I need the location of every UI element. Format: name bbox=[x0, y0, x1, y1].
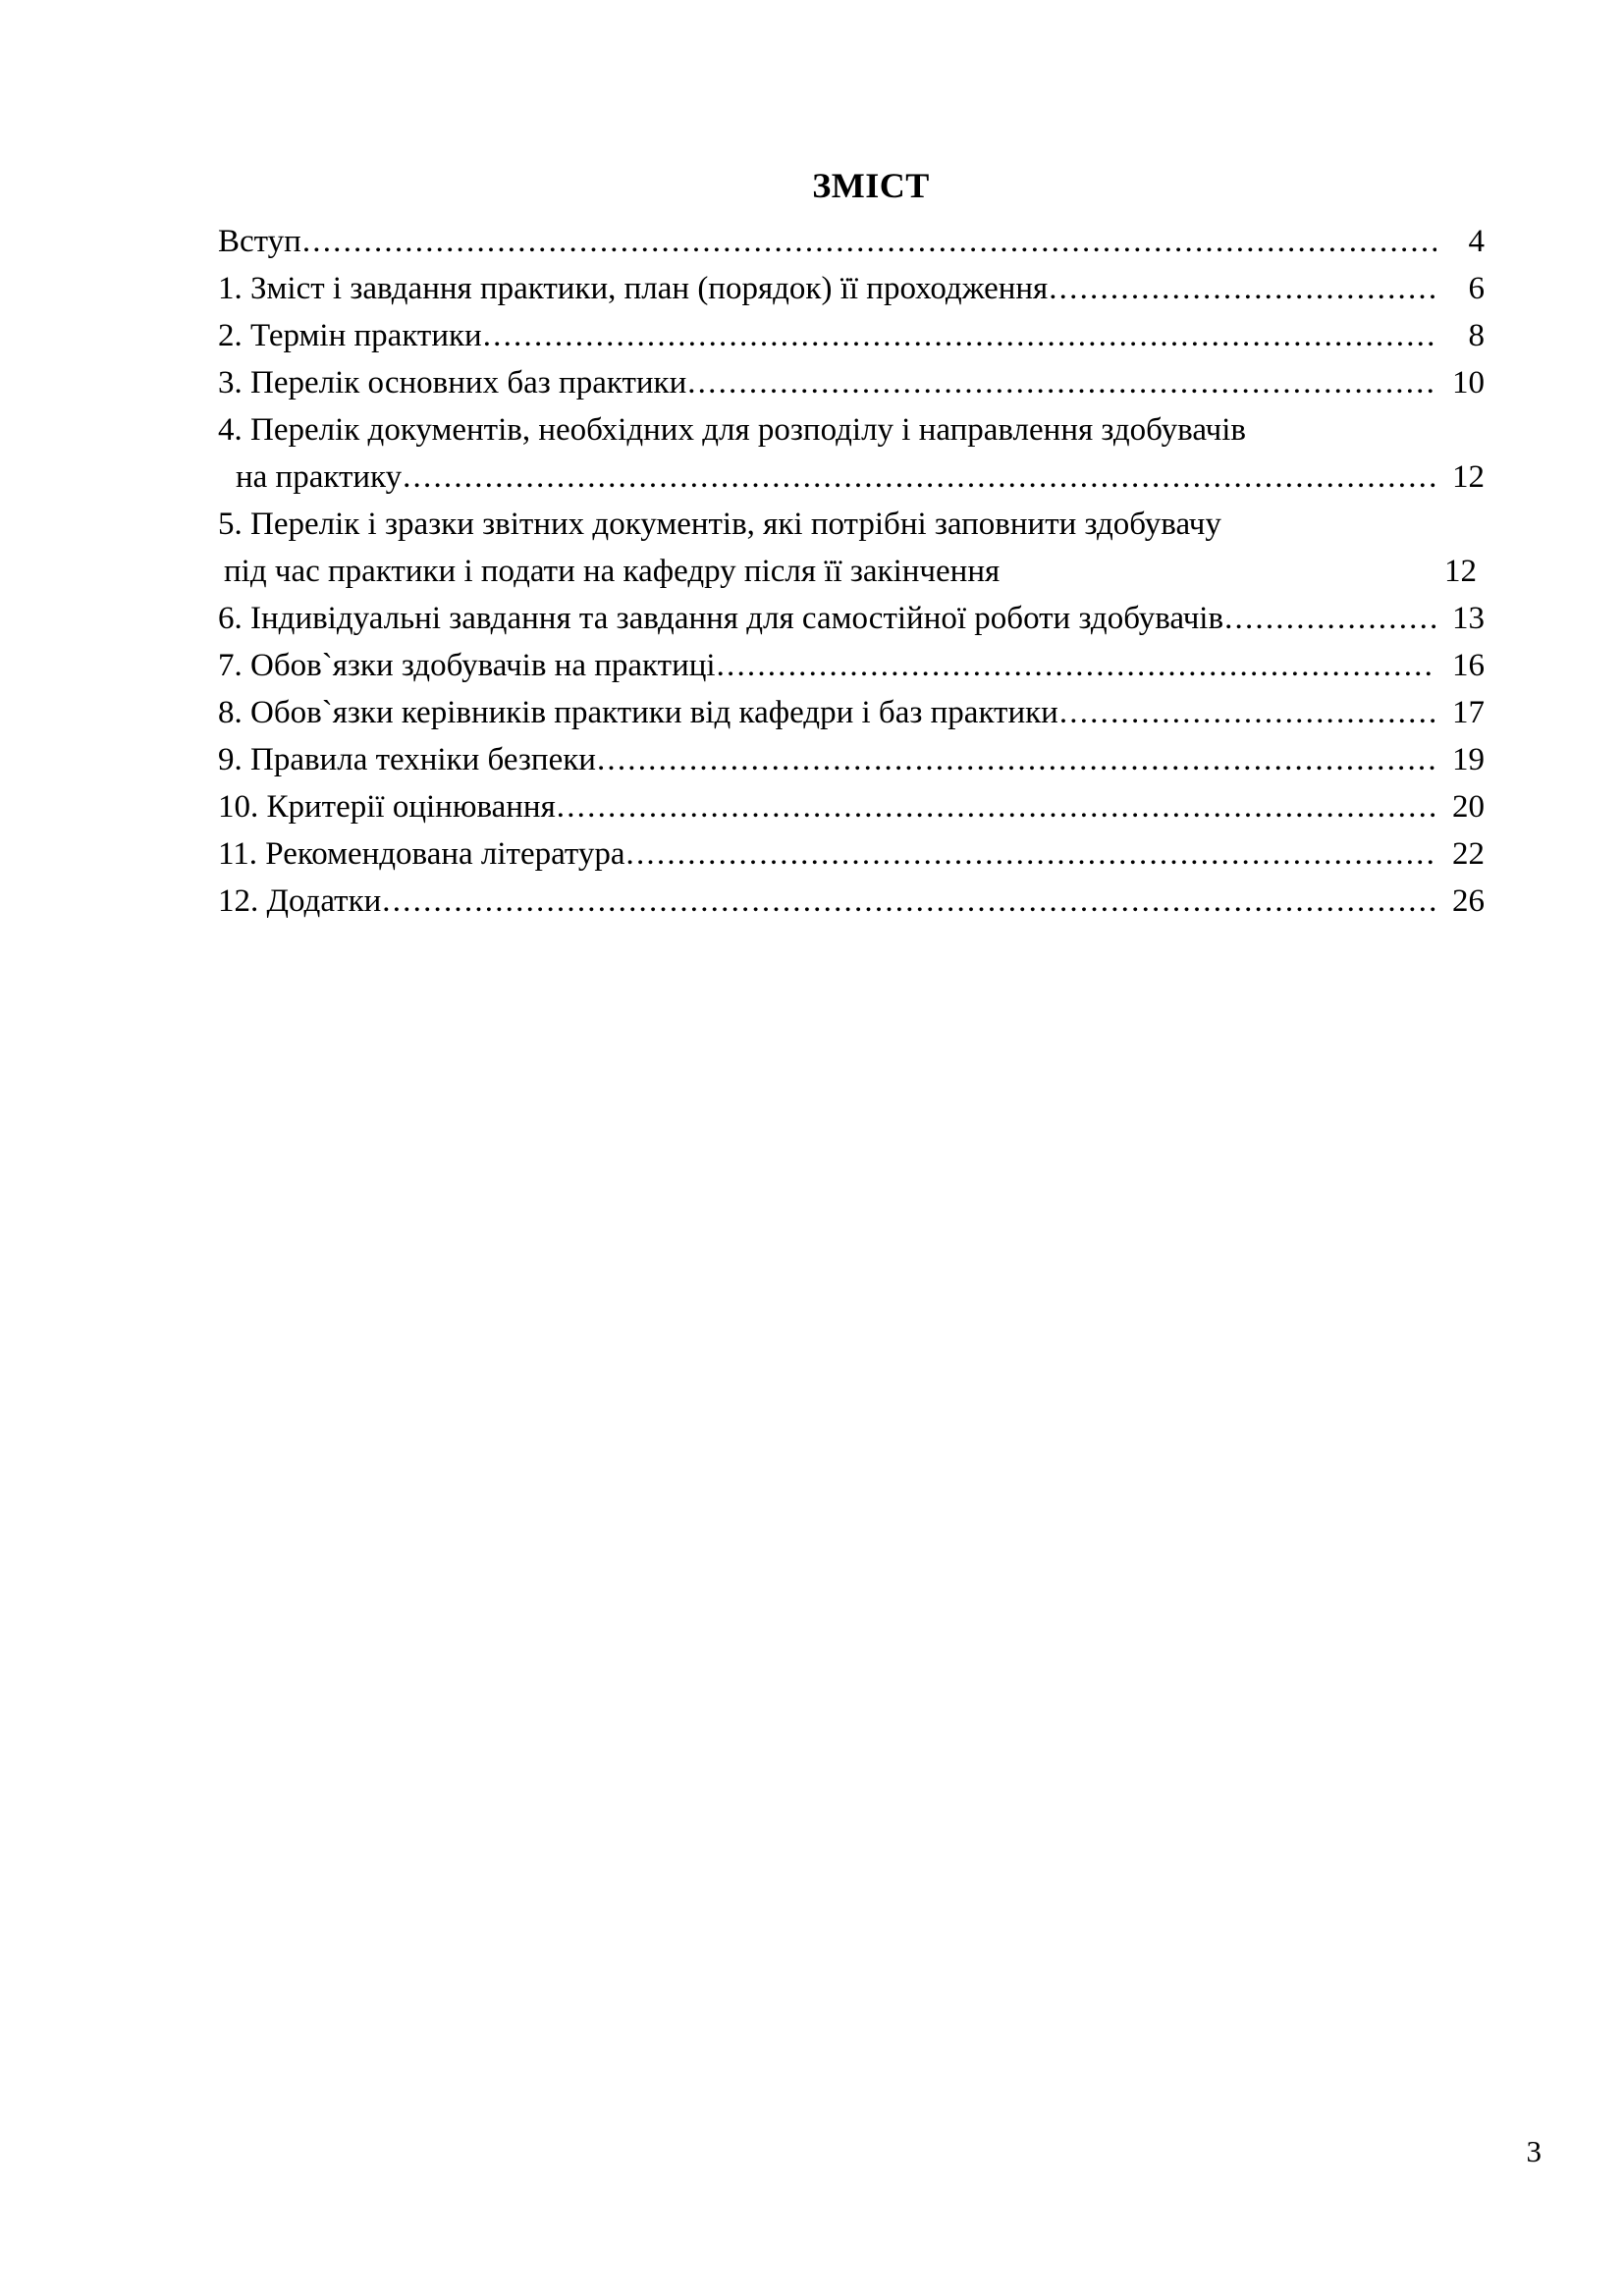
toc-entry-page: 8 bbox=[1468, 318, 1485, 353]
toc-entry-label: 9. Правила техніки безпеки bbox=[218, 742, 596, 777]
toc-entry-label: 5. Перелік і зразки звітних документів, які потрібні заповнити здобувачу bbox=[218, 507, 1221, 542]
toc-entry-label: 2. Термін практики bbox=[218, 318, 482, 353]
toc-entry-label: 4. Перелік документів, необхідних для розподілу і направлення здобувачів bbox=[218, 412, 1246, 448]
toc-entry-label: 11. Рекомендована література bbox=[218, 836, 625, 872]
toc-entry-label: 6. Індивідуальні завдання та завдання для самостійної роботи здобувачів bbox=[218, 601, 1224, 636]
toc-entry-page: 6 bbox=[1468, 271, 1485, 306]
toc-entry[interactable] bbox=[218, 736, 1485, 783]
dot-leader bbox=[1049, 273, 1436, 305]
toc-entry-label: 10. Критерії оцінювання bbox=[218, 789, 556, 825]
toc-entry-continuation[interactable] bbox=[218, 548, 1485, 595]
dot-leader bbox=[1247, 407, 1436, 440]
dot-leader bbox=[1224, 603, 1436, 635]
toc-entry[interactable] bbox=[218, 406, 1485, 454]
dot-leader bbox=[1001, 549, 1429, 581]
page-title: ЗМІСТ bbox=[812, 166, 930, 205]
toc-entry[interactable] bbox=[218, 265, 1485, 312]
toc-entry[interactable] bbox=[218, 642, 1485, 689]
toc-entry-page: 12 bbox=[1452, 459, 1485, 495]
dot-leader bbox=[687, 367, 1436, 400]
footer-page-number: 3 bbox=[1526, 2134, 1542, 2168]
toc-entry-label: 7. Обов`язки здобувачів на практиці bbox=[218, 648, 716, 683]
toc-entry[interactable] bbox=[218, 312, 1485, 359]
toc-entry-label: 12. Додатки bbox=[218, 883, 382, 919]
toc-entry-label: на практику bbox=[236, 459, 403, 495]
toc-entry-label: 1. Зміст і завдання практики, план (порядок) її проходження bbox=[218, 271, 1049, 306]
toc-entry[interactable] bbox=[218, 783, 1485, 830]
dot-leader bbox=[1059, 697, 1436, 729]
table-of-contents bbox=[218, 218, 1485, 925]
toc-entry[interactable] bbox=[218, 830, 1485, 878]
toc-entry[interactable] bbox=[218, 595, 1485, 642]
toc-entry-page: 26 bbox=[1452, 883, 1485, 919]
dot-leader bbox=[557, 791, 1436, 824]
dot-leader bbox=[403, 461, 1436, 494]
dot-leader bbox=[597, 744, 1436, 776]
dot-leader bbox=[483, 320, 1436, 352]
toc-entry[interactable] bbox=[218, 359, 1485, 406]
toc-entry-page: 17 bbox=[1452, 695, 1485, 730]
toc-entry-label: 8. Обов`язки керівників практики від кафедри і баз практики bbox=[218, 695, 1058, 730]
toc-entry-page: 13 bbox=[1452, 601, 1485, 636]
toc-entry-page: 16 bbox=[1452, 648, 1485, 683]
toc-entry-label: 3. Перелік основних баз практики bbox=[218, 365, 687, 400]
toc-entry-page: 4 bbox=[1468, 224, 1485, 259]
toc-entry[interactable] bbox=[218, 218, 1485, 265]
toc-entry-page: 20 bbox=[1452, 789, 1485, 825]
dot-leader bbox=[626, 838, 1436, 871]
dot-leader bbox=[382, 885, 1436, 918]
toc-entry[interactable] bbox=[218, 689, 1485, 736]
toc-entry-page: 10 bbox=[1452, 365, 1485, 400]
toc-entry-page: 19 bbox=[1452, 742, 1485, 777]
toc-entry-page: 12 bbox=[1444, 554, 1477, 589]
toc-entry-continuation[interactable] bbox=[218, 454, 1485, 501]
dot-leader bbox=[302, 226, 1436, 258]
dot-leader bbox=[1222, 502, 1436, 534]
toc-entry-label: Вступ bbox=[218, 224, 301, 259]
toc-entry[interactable] bbox=[218, 501, 1485, 548]
toc-entry[interactable] bbox=[218, 878, 1485, 925]
toc-entry-page: 22 bbox=[1452, 836, 1485, 872]
page-content bbox=[218, 165, 1485, 925]
dot-leader bbox=[717, 650, 1436, 682]
toc-entry-label: під час практики і подати на кафедру після її закінчення bbox=[224, 554, 1001, 589]
